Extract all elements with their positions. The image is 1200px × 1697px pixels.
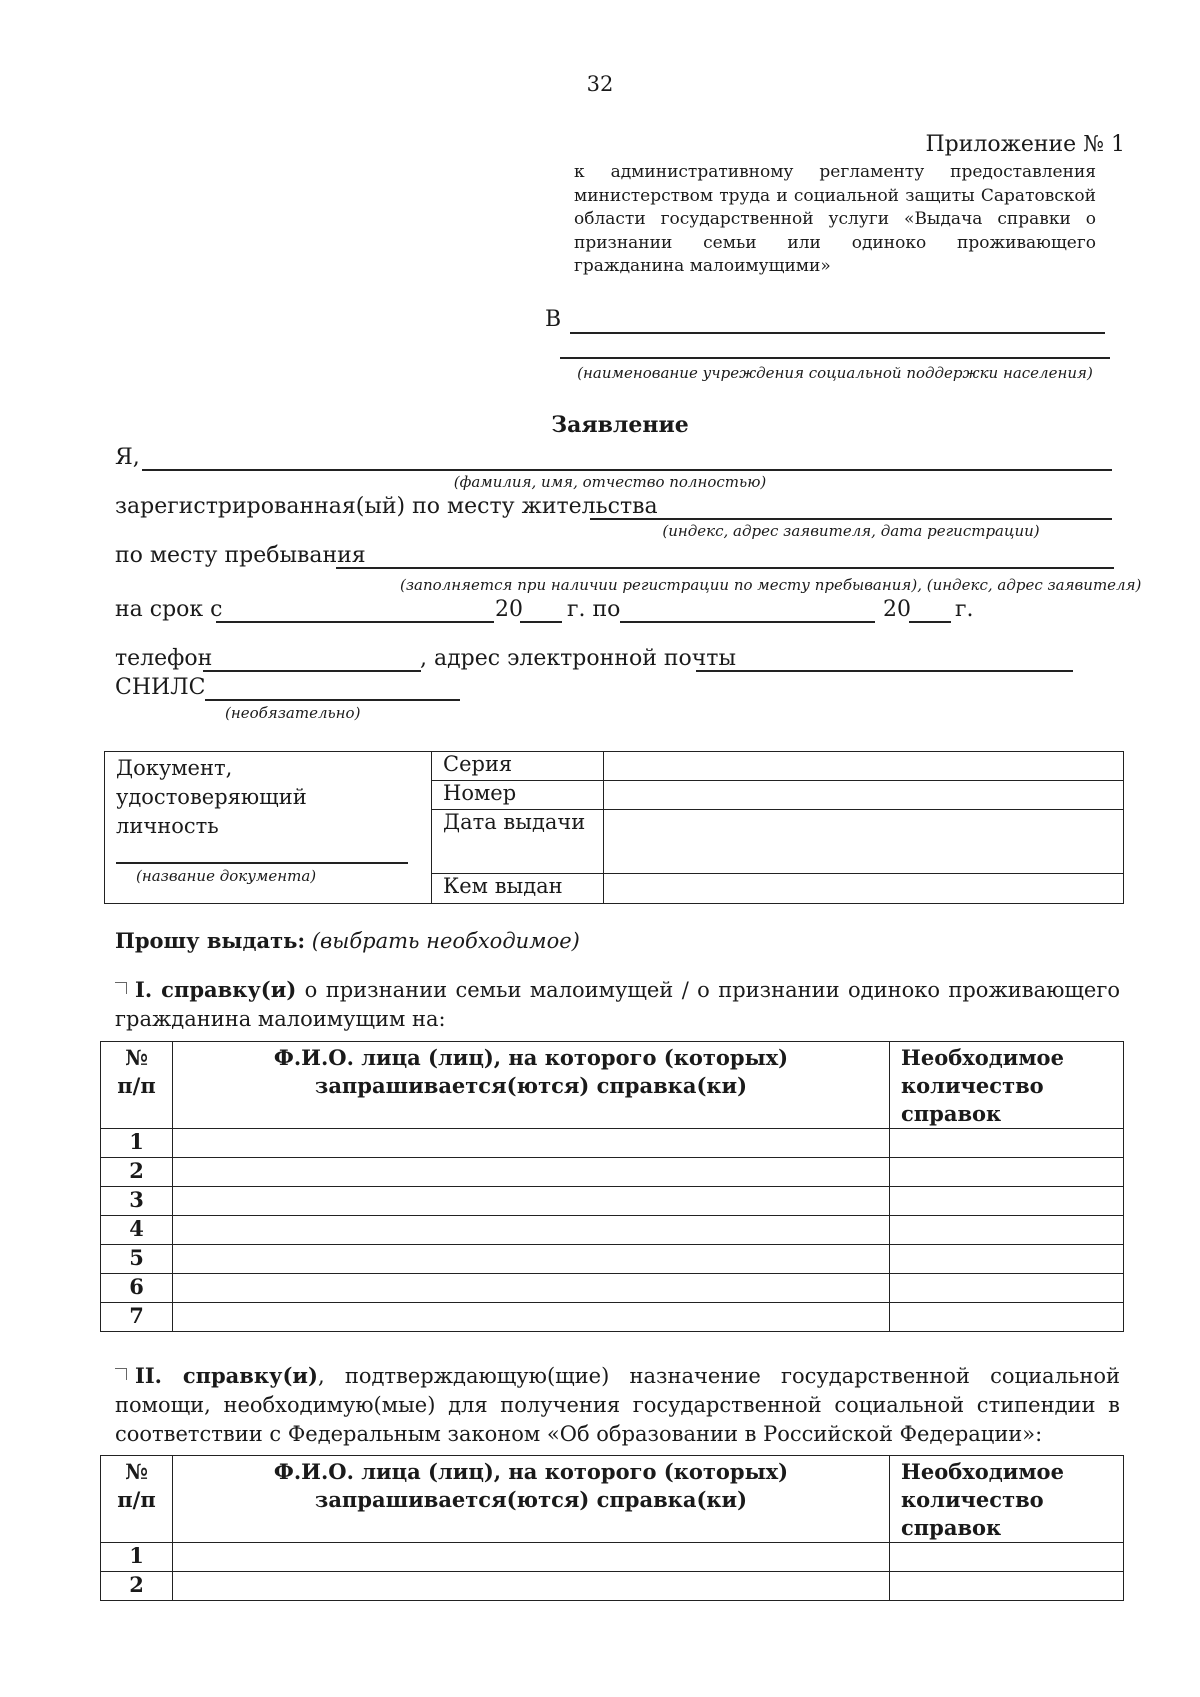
section1-row-fio[interactable] — [173, 1216, 890, 1245]
id-issued-by-value[interactable] — [604, 874, 1124, 904]
section1-row-number: 2 — [101, 1158, 173, 1187]
addressee-line-1[interactable] — [570, 332, 1105, 334]
section2-row-number: 2 — [101, 1572, 173, 1601]
section2-col-count-header: Необходимое количество справок — [890, 1456, 1124, 1543]
section1-col-fio-header: Ф.И.О. лица (лиц), на которого (которых) запрашивается(ются) справка(ки) — [173, 1042, 890, 1129]
appendix-title: Приложение № 1 — [925, 132, 1125, 157]
section2-row-fio[interactable] — [173, 1543, 890, 1572]
registered-hint: (индекс, адрес заявителя, дата регистрации) — [662, 522, 1040, 540]
request-hint: (выбрать необходимое) — [311, 929, 580, 953]
section2-col-fio-header: Ф.И.О. лица (лиц), на которого (которых) запрашивается(ются) справка(ки) — [173, 1456, 890, 1543]
id-document-label-line1: Документ, — [116, 756, 233, 780]
section1-row-fio[interactable] — [173, 1245, 890, 1274]
email-label: , адрес электронной почты — [420, 646, 736, 671]
id-number-value[interactable] — [604, 781, 1124, 810]
section1-row-count[interactable] — [890, 1274, 1124, 1303]
section1-row-number: 3 — [101, 1187, 173, 1216]
section1-title: I. справку(и) — [135, 977, 297, 1002]
stay-label: по месту пребывания — [115, 543, 366, 568]
snils-line[interactable] — [205, 699, 460, 701]
application-title: Заявление — [551, 412, 689, 438]
section1-row-fio[interactable] — [173, 1303, 890, 1332]
id-issued-by-label: Кем выдан — [432, 874, 604, 904]
section1-row-count[interactable] — [890, 1187, 1124, 1216]
term-from-line[interactable] — [216, 621, 494, 623]
id-number-label: Номер — [432, 781, 604, 810]
section1-row-number: 5 — [101, 1245, 173, 1274]
section2-row-fio[interactable] — [173, 1572, 890, 1601]
appendix-text: к административному регламенту предоставления министерством труда и социальной защиты Саратовской области государственной услуги «Выдача справки о признании семьи или одиноко проживающего гражданина малоимущими» — [574, 162, 1096, 276]
registered-label: зарегистрированная(ый) по месту жительства — [115, 494, 658, 519]
id-issue-date-label: Дата выдачи — [432, 810, 604, 874]
year-suffix-2: г. — [955, 597, 974, 622]
section2-title: II. справку(и) — [135, 1363, 318, 1388]
id-series-label: Серия — [432, 752, 604, 781]
addressee-line-2[interactable] — [560, 357, 1110, 359]
section2-text: , подтверждающую(щие) назначение государственной социальной помощи, необходимую(мые) для получения государственной социальной стипендии в соответствии с Федеральным законом «Об образовании в Российской Федерации»: — [115, 1364, 1120, 1446]
phone-line[interactable] — [203, 670, 421, 672]
section1-row-fio[interactable] — [173, 1274, 890, 1303]
term-to-line[interactable] — [620, 621, 875, 623]
section1-row-number: 7 — [101, 1303, 173, 1332]
request-label: Прошу выдать: — [115, 928, 306, 953]
fio-line[interactable] — [142, 469, 1112, 471]
section1-row-count[interactable] — [890, 1158, 1124, 1187]
section1-row-fio[interactable] — [173, 1187, 890, 1216]
section2-checkbox[interactable] — [115, 1368, 127, 1380]
section1-row-count[interactable] — [890, 1245, 1124, 1274]
section1-table — [100, 1041, 1124, 1332]
id-series-value[interactable] — [604, 752, 1124, 781]
id-document-label-line3: личность — [116, 814, 219, 838]
id-issue-date-value[interactable] — [604, 810, 1124, 874]
section1-row-count[interactable] — [890, 1303, 1124, 1332]
section2-col-number-header: № п/п — [101, 1456, 173, 1543]
addressee-prefix: В — [545, 307, 562, 332]
section1-col-count-header: Необходимое количество справок — [890, 1042, 1124, 1129]
section1-row-count[interactable] — [890, 1216, 1124, 1245]
stay-hint: (заполняется при наличии регистрации по месту пребывания), (индекс, адрес заявителя) — [400, 576, 1142, 594]
year-suffix-1: г. по — [567, 597, 621, 622]
section1-paragraph — [115, 975, 1120, 1034]
section1-row-fio[interactable] — [173, 1129, 890, 1158]
section1-checkbox[interactable] — [115, 982, 127, 994]
snils-label: СНИЛС — [115, 675, 206, 700]
id-document-name-hint: (название документа) — [136, 867, 317, 885]
section2-table — [100, 1455, 1124, 1601]
i-label: Я, — [115, 445, 140, 470]
section1-row-count[interactable] — [890, 1129, 1124, 1158]
year-prefix-1: 20 — [495, 597, 523, 622]
section2-paragraph — [115, 1361, 1120, 1449]
id-document-label-line2: удостоверяющий — [116, 785, 307, 809]
registered-line[interactable] — [590, 518, 1112, 520]
phone-label: телефон — [115, 646, 213, 671]
section1-row-number: 4 — [101, 1216, 173, 1245]
fio-hint: (фамилия, имя, отчество полностью) — [453, 473, 767, 491]
stay-line[interactable] — [336, 567, 1114, 569]
section1-text: о признании семьи малоимущей / о признании одиноко проживающего гражданина малоимущим на: — [115, 978, 1120, 1031]
snils-hint: (необязательно) — [225, 704, 361, 722]
section2-row-count[interactable] — [890, 1543, 1124, 1572]
section2-row-number: 1 — [101, 1543, 173, 1572]
year-prefix-2: 20 — [883, 597, 911, 622]
request-line — [115, 928, 580, 953]
section1-row-number: 1 — [101, 1129, 173, 1158]
id-document-label-cell — [105, 752, 432, 904]
page-number: 32 — [586, 72, 614, 96]
section1-col-number-header: № п/п — [101, 1042, 173, 1129]
year-1-line[interactable] — [520, 621, 562, 623]
section1-row-number: 6 — [101, 1274, 173, 1303]
term-label: на срок с — [115, 597, 223, 622]
section2-row-count[interactable] — [890, 1572, 1124, 1601]
id-document-table — [104, 751, 1124, 904]
addressee-hint: (наименование учреждения социальной поддержки населения) — [577, 364, 1093, 382]
email-line[interactable] — [696, 670, 1073, 672]
year-2-line[interactable] — [909, 621, 951, 623]
section1-row-fio[interactable] — [173, 1158, 890, 1187]
